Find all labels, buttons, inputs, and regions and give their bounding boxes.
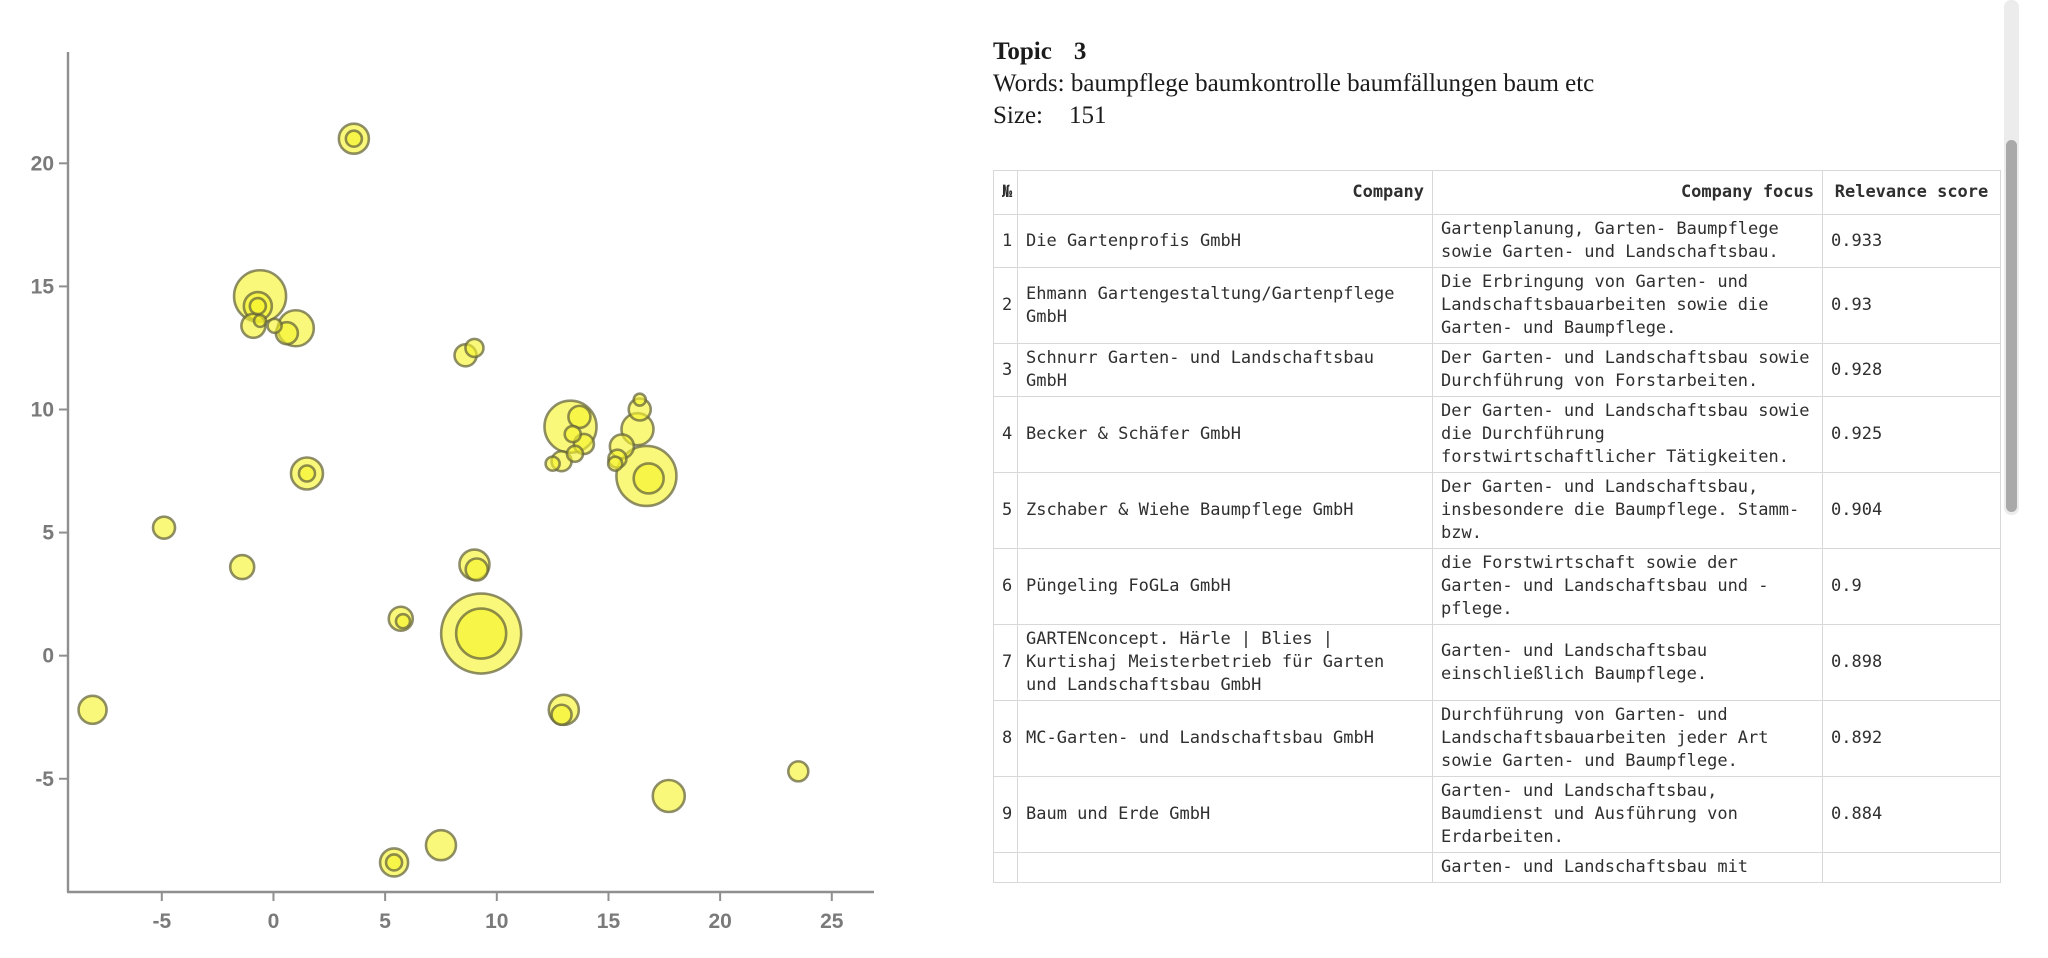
cell-focus: die Forstwirtschaft sowie der Garten- und Landschaftsbau und - pflege. [1433,549,1823,625]
table-row [994,473,2001,549]
topic-number: 3 [1073,38,1087,65]
cell-company: Baum und Erde GmbH [1018,777,1433,853]
cell-n: 5 [994,473,1018,549]
bubble [268,319,282,333]
table-row [994,215,2001,268]
cell-focus: Garten- und Landschaftsbau mit [1433,853,1823,883]
cell-company: Püngeling FoGLa GmbH [1018,549,1433,625]
cell-n: 8 [994,701,1018,777]
column-header-n: № [994,171,1018,215]
cell-focus: Garten- und Landschaftsbau einschließlich Baumpflege. [1433,625,1823,701]
cell-company: Schnurr Garten- und Landschaftsbau GmbH [1018,344,1433,397]
bubble [653,780,685,812]
cell-n: 4 [994,397,1018,473]
bubble [567,446,583,462]
column-header-score: Relevance score [1823,171,2001,215]
bubble [634,394,646,406]
table-row [994,344,2001,397]
cell-n: 1 [994,215,1018,268]
bubble [608,457,622,471]
bubble [634,463,664,493]
table-header-row [994,171,2001,215]
topic-size-line [993,100,2007,132]
bubble [230,555,254,579]
cell-company: Zschaber & Wiehe Baumpflege GmbH [1018,473,1433,549]
cell-company: Ehmann Gartengestaltung/Gartenpflege GmbH [1018,268,1433,344]
topic-label: Topic [993,38,1052,65]
bubble [546,457,560,471]
cell-n: 3 [994,344,1018,397]
table-scrollbar-thumb[interactable] [2006,140,2017,512]
cell-focus: Gartenplanung, Garten- Baumpflege sowie Garten- und Landschaftsbau. [1433,215,1823,268]
cell-score: 0.9 [1823,549,2001,625]
bubble [788,761,808,781]
table-row [994,268,2001,344]
bubble [568,406,590,428]
topic-words-line [993,68,2007,100]
cell-focus: Die Erbringung von Garten- und Landschaftsbauarbeiten sowie die Garten- und Baumpflege. [1433,268,1823,344]
scatter-plot-svg [0,0,990,958]
x-tick-label: 25 [820,910,844,933]
table-header [994,171,2001,215]
cell-score: 0.884 [1823,777,2001,853]
x-tick-label: 5 [379,910,391,933]
table-row [994,549,2001,625]
y-tick-label: 5 [42,521,54,545]
cell-score: 0.925 [1823,397,2001,473]
topic-detail-panel [993,36,2007,883]
bubble [79,696,107,724]
table-row [994,397,2001,473]
y-tick-label: 10 [30,398,54,422]
y-tick-label: 0 [42,644,54,668]
x-tick-label: 15 [596,910,621,933]
x-tick-label: -5 [152,910,172,933]
bubble [565,426,581,442]
cell-focus: Der Garten- und Landschaftsbau, insbesondere die Baumpflege. Stamm- bzw. [1433,473,1823,549]
column-header-focus: Company focus [1433,171,1823,215]
x-tick-label: 10 [485,910,509,933]
table-body [994,215,2001,883]
bubble [465,339,483,357]
cell-score: 0.898 [1823,625,2001,701]
cell-n [994,853,1018,883]
cell-score: 0.93 [1823,268,2001,344]
x-tick-label: 0 [267,910,280,933]
cell-focus: Der Garten- und Landschaftsbau sowie Durchführung von Forstarbeiten. [1433,344,1823,397]
cell-n: 6 [994,549,1018,625]
size-value: 151 [1069,102,1107,129]
bubble [426,830,456,860]
bubble [250,298,266,314]
cell-company: Becker & Schäfer GmbH [1018,397,1433,473]
relevance-table [993,170,2001,883]
cell-focus: Garten- und Landschaftsbau, Baumdienst und Ausführung von Erdarbeiten. [1433,777,1823,853]
y-tick-label: -5 [35,767,54,791]
table-row [994,777,2001,853]
y-tick-label: 20 [30,152,54,176]
cell-company: GARTENconcept. Härle | Blies | Kurtishaj Meisterbetrieb für Garten und Landschaftsbau GmbH [1018,625,1433,701]
cell-company [1018,853,1433,883]
table-row [994,853,2001,883]
topic-summary [993,36,2007,132]
cell-focus: Der Garten- und Landschaftsbau sowie die Durchführung forstwirtschaftlicher Tätigkeiten. [1433,397,1823,473]
bubble [456,609,506,659]
x-tick-label: 20 [708,910,732,933]
cell-company: MC-Garten- und Landschaftsbau GmbH [1018,701,1433,777]
bubble [254,315,266,327]
cell-score [1823,853,2001,883]
cell-company: Die Gartenprofis GmbH [1018,215,1433,268]
topic-title-line [993,36,2007,68]
topic-bubble-chart [0,0,990,958]
bubble [466,559,488,581]
bubble [386,854,402,870]
cell-score: 0.892 [1823,701,2001,777]
cell-n: 9 [994,777,1018,853]
bubble [299,466,315,482]
size-label: Size: [993,102,1043,129]
table-row [994,625,2001,701]
cell-focus: Durchführung von Garten- und Landschaftsbauarbeiten jeder Art sowie Garten- und Baumpflege. [1433,701,1823,777]
bubble [346,131,362,147]
table-row [994,701,2001,777]
bubble [153,517,175,539]
topic-words: Words: baumpflege baumkontrolle baumfällungen baum etc [993,70,1595,97]
cell-score: 0.933 [1823,215,2001,268]
cell-n: 7 [994,625,1018,701]
cell-n: 2 [994,268,1018,344]
bubble [552,705,572,725]
column-header-company: Company [1018,171,1433,215]
cell-score: 0.928 [1823,344,2001,397]
cell-score: 0.904 [1823,473,2001,549]
bubble [396,614,410,628]
y-tick-label: 15 [30,275,54,299]
